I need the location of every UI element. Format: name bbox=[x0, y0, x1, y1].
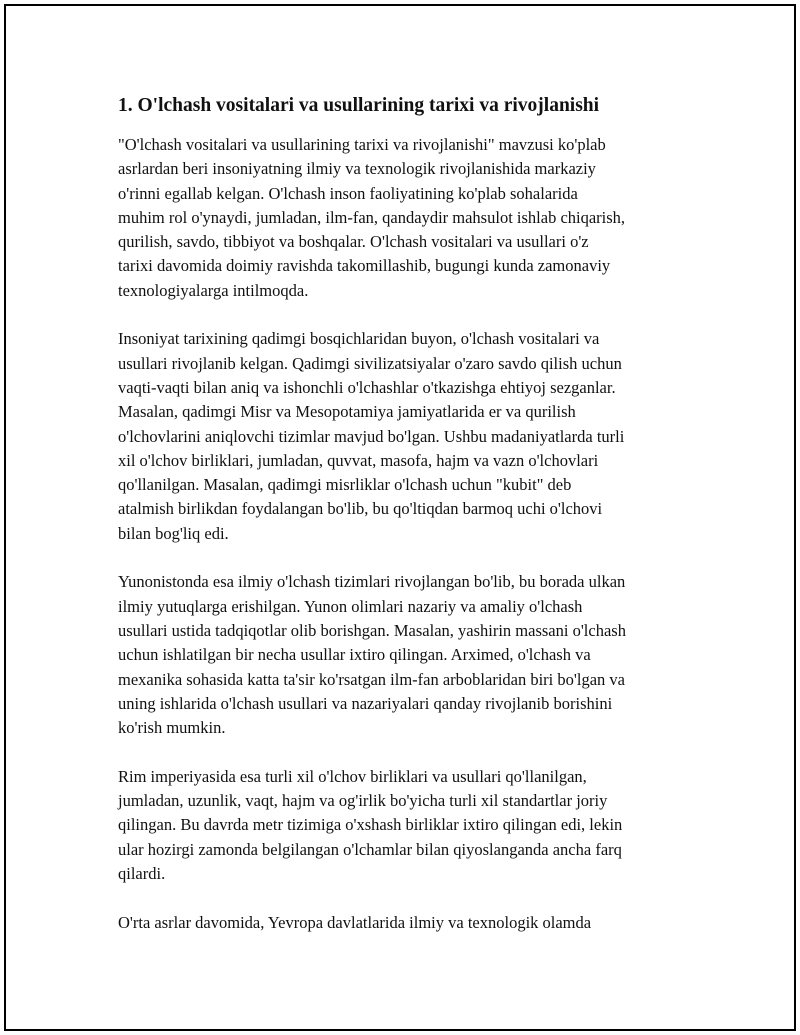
text-line: qurilish, savdo, tibbiyot va boshqalar. O'lchash vositalari va usullari o'z bbox=[118, 232, 589, 252]
text-line: vaqti-vaqti bilan aniq va ishonchli o'lchashlar o'tkazishga ehtiyoj sezganlar. bbox=[118, 377, 616, 397]
text-line: Rim imperiyasida esa turli xil o'lchov birliklari va usullari qo'llanilgan, bbox=[118, 766, 587, 786]
text-line: qo'llanilgan. Masalan, qadimgi misrliklar o'lchash uchun "kubit" deb bbox=[118, 475, 572, 495]
document-body bbox=[118, 92, 692, 959]
text-line: Masalan, qadimgi Misr va Mesopotamiya jamiyatlarida er va qurilish bbox=[118, 402, 576, 422]
text-line: ular hozirgi zamonda belgilangan o'lchamlar bilan qiyoslanganda ancha farq bbox=[118, 839, 622, 859]
text-line: o'lchovlarini aniqlovchi tizimlar mavjud bo'lgan. Ushbu madaniyatlarda turli bbox=[118, 426, 625, 446]
text-line: qilardi. bbox=[118, 863, 166, 883]
text-line: atalmish birlikdan foydalangan bo'lib, bu qo'ltiqdan barmoq uchi o'lchovi bbox=[118, 499, 603, 519]
text-line: mexanika sohasida katta ta'sir ko'rsatgan ilm-fan arboblaridan biri bo'lgan va bbox=[118, 669, 625, 689]
text-line: usullari ustida tadqiqotlar olib borishgan. Masalan, yashirin massani o'lchash bbox=[118, 620, 626, 640]
text-line: qilingan. Bu davrda metr tizimiga o'xshash birliklar ixtiro qilingan edi, lekin bbox=[118, 815, 623, 835]
text-line: jumladan, uzunlik, vaqt, hajm va og'irlik bo'yicha turli xil standartlar joriy bbox=[118, 791, 608, 811]
text-line: uning ishlarida o'lchash usullari va nazariyalari qanday rivojlanib borishini bbox=[118, 693, 613, 713]
text-line: asrlardan beri insoniyatning ilmiy va texnologik rivojlanishida markaziy bbox=[118, 159, 596, 179]
text-line: bilan bog'liq edi. bbox=[118, 523, 229, 543]
paragraph-rome bbox=[118, 765, 692, 886]
text-line: ko'rish mumkin. bbox=[118, 718, 226, 738]
text-line: uchun ishlatilgan bir necha usullar ixtiro qilingan. Arximed, o'lchash va bbox=[118, 645, 591, 665]
paragraph-intro bbox=[118, 133, 692, 303]
paragraph-middle-ages bbox=[118, 911, 692, 935]
paragraph-ancient-civilizations bbox=[118, 327, 692, 546]
text-line: muhim rol o'ynaydi, jumladan, ilm-fan, qandaydir mahsulot ishlab chiqarish, bbox=[118, 207, 626, 227]
text-line: tarixi davomida doimiy ravishda takomillashib, bugungi kunda zamonaviy bbox=[118, 256, 611, 276]
text-line: "O'lchash vositalari va usullarining tarixi va rivojlanishi" mavzusi ko'plab bbox=[118, 135, 606, 154]
text-line: ilmiy yutuqlarga erishilgan. Yunon olimlari nazariy va amaliy o'lchash bbox=[118, 596, 583, 616]
text-line: usullari rivojlanib kelgan. Qadimgi sivilizatsiyalar o'zaro savdo qilish uchun bbox=[118, 353, 622, 373]
text-line: o'rinni egallab kelgan. O'lchash inson faoliyatining ko'plab sohalarida bbox=[118, 183, 578, 203]
section-heading: 1. O'lchash vositalari va usullarining tarixi va rivojlanishi bbox=[118, 95, 600, 116]
text-line: xil o'lchov birliklari, jumladan, quvvat, masofa, hajm va vazn o'lchovlari bbox=[118, 450, 599, 470]
text-line: Insoniyat tarixining qadimgi bosqichlaridan buyon, o'lchash vositalari va bbox=[118, 329, 600, 349]
text-line: Yunonistonda esa ilmiy o'lchash tizimlari rivojlangan bo'lib, bu borada ulkan bbox=[118, 572, 626, 592]
text-line: texnologiyalarga intilmoqda. bbox=[118, 280, 309, 300]
text-line: O'rta asrlar davomida, Yevropa davlatlarida ilmiy va texnologik olamda bbox=[118, 912, 592, 932]
paragraph-greece bbox=[118, 570, 692, 740]
